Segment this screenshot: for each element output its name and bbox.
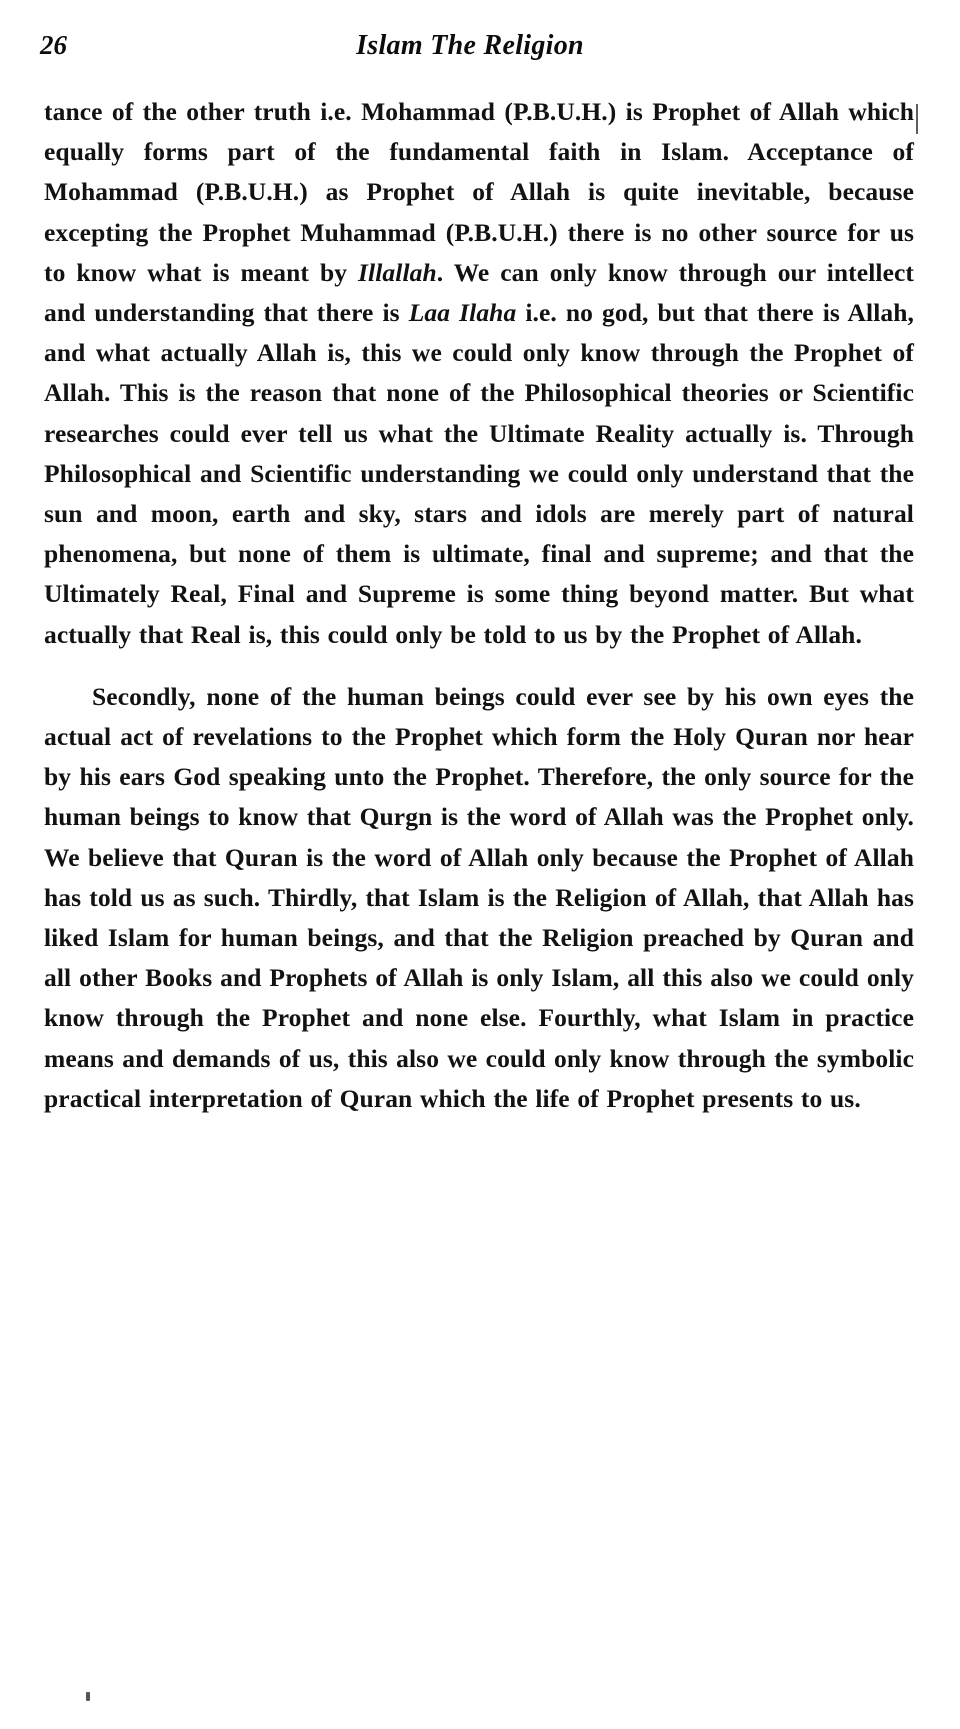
paragraph-1: tance of the other truth i.e. Mohammad (P.B.U.H.) is Prophet of Allah which equally forms part of the fundamental faith in Islam. Acceptance of Mohammad (P.B.U.H.) as Prophet of Allah is quite inevitable, because excepting the Prophet Muhammad (P.B.U.H.) there is no other source for us to know what is meant by Illallah. We can only know through our intellect and understanding that there is Laa Ilaha i.e. no god, but that there is Allah, and what actually Allah is, this we could only know through the Prophet of Allah. This is the reason that none of the Philosophical theories or Scientific researches could ever tell us what the Ultimate Reality actually is. Through Philosophical and Scientific understanding we could only understand that the sun and moon, earth and sky, stars and idols are merely part of natural phenomena, but none of them is ultimate, final and supreme; and that the Ultimately Real, Final and Supreme is some thing beyond matter. But what actually that Real is, this could only be told to us by the Prophet of Allah. xyxy=(44,97,914,649)
page-bottom-mark xyxy=(86,1692,90,1701)
body-text xyxy=(40,92,920,1119)
page-edge-mark xyxy=(916,104,918,134)
page-number: 26 xyxy=(40,30,67,60)
running-title: Islam The Religion xyxy=(356,30,584,61)
paragraph-2: Secondly, none of the human beings could ever see by his own eyes the actual act of revelations to the Prophet which form the Holy Quran nor hear by his ears God speaking unto the Prophet. Therefore, the only source for the human beings to know that Qurgn is the word of Allah was the Prophet only. We believe that Quran is the word of Allah only because the Prophet of Allah has told us as such. Thirdly, that Islam is the Religion of Allah, that Allah has liked Islam for human beings, and that the Religion preached by Quran and all other Books and Prophets of Allah is only Islam, all this also we could only know through the Prophet and none else. Fourthly, what Islam in practice means and demands of us, this also we could only know through the symbolic practical interpretation of Quran which the life of Prophet presents to us. xyxy=(44,681,914,1113)
page-header xyxy=(40,30,920,74)
